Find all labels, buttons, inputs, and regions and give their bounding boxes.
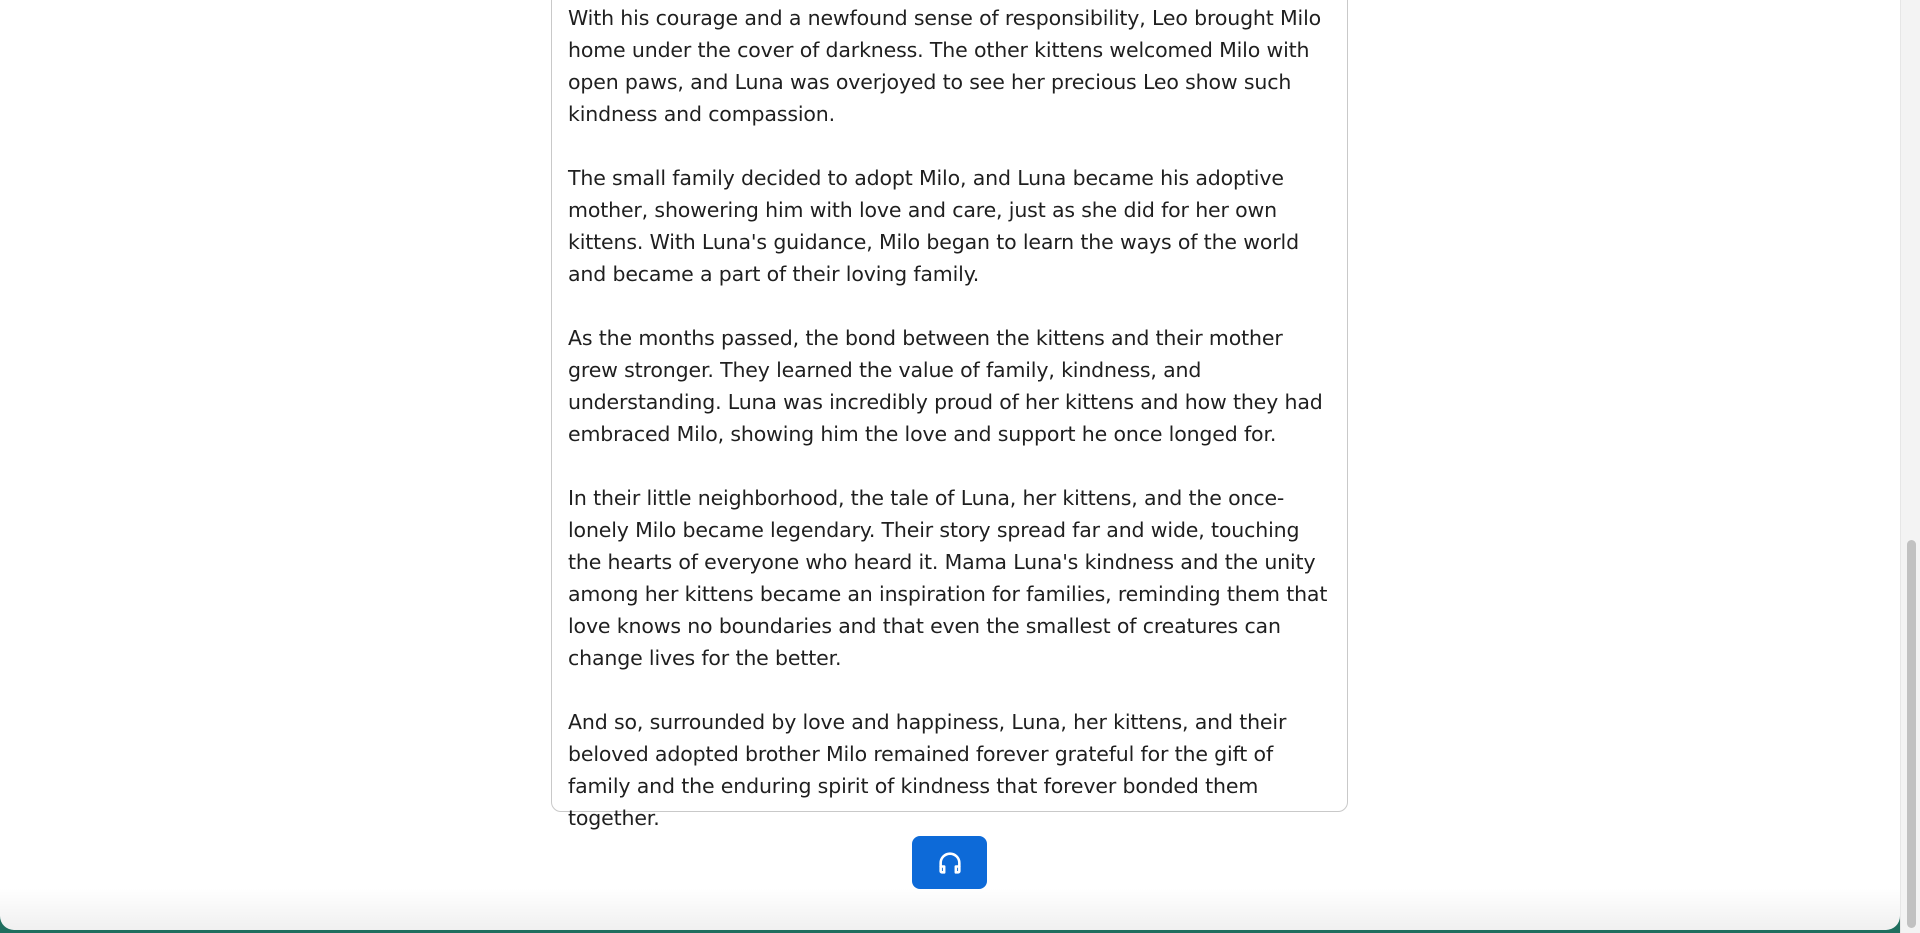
story-text xyxy=(568,2,1331,834)
story-paragraph: The small family decided to adopt Milo, and Luna became his adoptive mother, showering him with love and care, just as she did for her own kittens. With Luna's guidance, Milo began to learn the ways of the world and became a part of their loving family. xyxy=(568,166,1299,286)
story-paragraph: As the months passed, the bond between the kittens and their mother grew stronger. They learned the value of family, kindness, and understanding. Luna was incredibly proud of her kittens and how they had embraced Milo, showing him the love and support he once longed for. xyxy=(568,326,1323,446)
headphones-icon xyxy=(936,849,964,877)
story-paragraph: And so, surrounded by love and happiness, Luna, her kittens, and their beloved adopted brother Milo remained forever grateful for the gift of family and the enduring spirit of kindness that forever bonded them together. xyxy=(568,710,1287,830)
story-card xyxy=(551,0,1348,830)
story-paragraph: In their little neighborhood, the tale of Luna, her kittens, and the once-lonely Milo became legendary. Their story spread far and wide, touching the hearts of everyone who heard it. Mama Luna's kindness and the unity among her kittens became an inspiration for families, reminding them that love knows no boundaries and that even the smallest of creatures can change lives for the better. xyxy=(568,486,1328,670)
page-scrollbar[interactable] xyxy=(1900,0,1920,933)
scrollbar-thumb[interactable] xyxy=(1907,540,1916,928)
listen-audio-button[interactable] xyxy=(912,836,987,889)
bottom-shadow xyxy=(0,888,1900,930)
story-paragraph: With his courage and a newfound sense of responsibility, Leo brought Milo home under the cover of darkness. The other kittens welcomed Milo with open paws, and Luna was overjoyed to see her precious Leo show such kindness and compassion. xyxy=(568,6,1322,126)
